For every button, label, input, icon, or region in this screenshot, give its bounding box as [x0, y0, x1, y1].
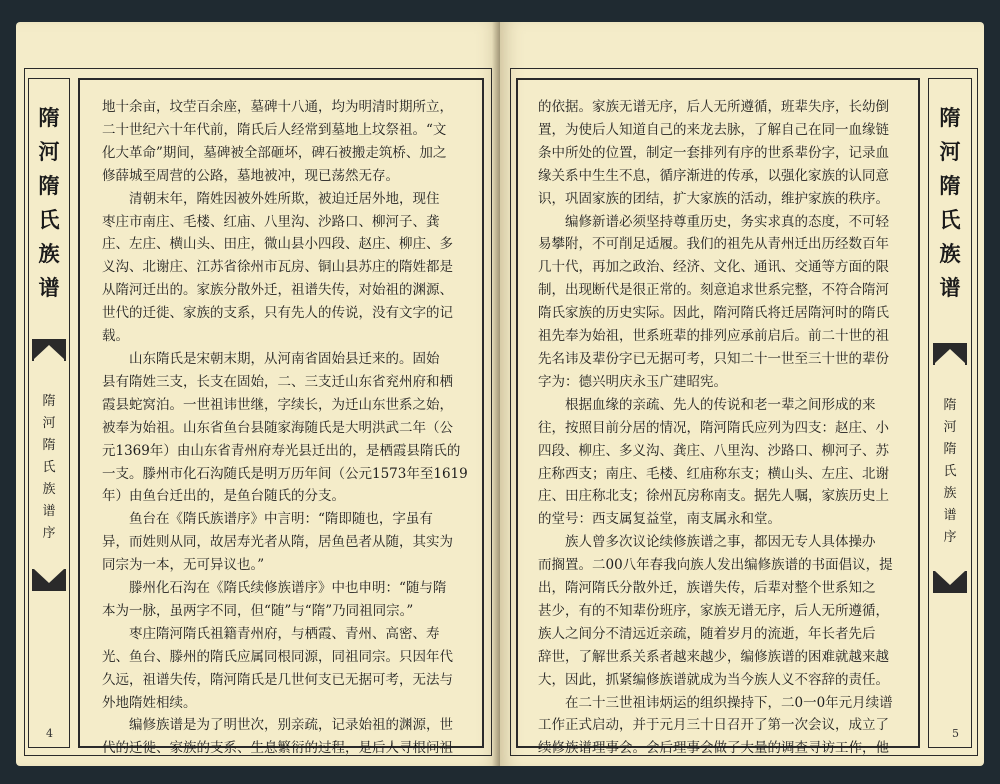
text-line: 本为一脉，虽两字不同，但“随”与“隋”乃同祖同宗。”: [102, 602, 414, 619]
text-line: 族人曾多次议论续修族谱之事，都因无专人具体操办: [565, 534, 876, 551]
sidebar-char: 隋: [38, 173, 60, 198]
sidebar-char: 氏: [42, 460, 56, 475]
right-sidebar: [928, 78, 972, 748]
sidebar-char: 隋: [38, 105, 60, 130]
sidebar-char: 河: [939, 139, 961, 164]
text-line: 几十代，再加之政治、经济、文化、通讯、交通等方面的限: [538, 259, 889, 276]
text-line: 族人之间分不清远近亲疏，随着岁月的流逝，年长者先后: [538, 625, 876, 642]
left-sidebar-title: [29, 101, 69, 305]
sidebar-char: 氏: [38, 207, 60, 232]
text-line: 庄、左庄、横山头、田庄，微山县小四段、赵庄、柳庄、多: [102, 236, 453, 253]
sidebar-char: 谱: [943, 508, 957, 523]
sidebar-char: 氏: [939, 207, 961, 232]
text-line: 出，隋河隋氏分散外迁，族谱失传，后辈对整个世系知之: [538, 580, 876, 597]
text-line: 代的迁徙、家族的支系、生息繁衍的过程，是后人寻根问祖: [102, 740, 453, 757]
text-line: 鱼台在《隋氏族谱序》中言明：“隋即随也，字虽有: [129, 511, 433, 528]
text-line: 异，而姓则从同，故居寿光者从隋，居鱼邑者从随，其实为: [102, 534, 453, 551]
text-line: 山东隋氏是宋朝末期，从河南省固始县迁来的。固始: [129, 350, 440, 367]
left-text-frame: [78, 78, 484, 757]
sidebar-char: 族: [943, 486, 957, 501]
text-line: 置，为使后人知道自己的来龙去脉，了解自己在同一血缘链: [538, 121, 889, 138]
text-line: 枣庄市南庄、毛楼、红庙、八里沟、沙路口、柳河子、龚: [102, 213, 440, 230]
text-line: 庄、田庄称北支；徐州瓦房称南支。据先人嘱，家族历史上: [538, 488, 889, 505]
right-body-text: [538, 96, 900, 760]
text-line: 同宗为一本，无可异议也。”: [102, 557, 265, 574]
left-sidebar: [28, 78, 70, 748]
text-line: 缘关系中生生不息，循序渐进的传承，以强化家族的认同意: [538, 167, 889, 184]
text-line: 光、鱼台、滕州的隋氏应属同根同源，同祖同宗。只因年代: [102, 648, 453, 665]
sidebar-char: 谱: [42, 504, 56, 519]
sidebar-char: 族: [38, 241, 60, 266]
sidebar-char: 河: [943, 420, 957, 435]
chevron-up-icon: [32, 339, 66, 361]
text-line: 一支。滕州市化石沟随氏是明万历年间（公元1573年至1619: [102, 465, 468, 482]
text-line: 往，按照目前分居的情况，隋河隋氏应列为四支：赵庄、小: [538, 419, 889, 436]
chevron-up-icon: [933, 343, 967, 365]
text-line: 庄称西支；南庄、毛楼、红庙称东支；横山头、左庄、北谢: [538, 465, 889, 482]
text-line: 易攀附，不可削足适履。我们的祖先从青州迁出历经数百年: [538, 236, 889, 253]
text-line: 的依据。家族无谱无序，后人无所遵循，班辈失序，长幼倒: [538, 99, 889, 115]
text-line: 年）由鱼台迁出的，是鱼台随氏的分支。: [102, 488, 345, 505]
text-line: 辞世，了解世系关系者越来越少，编修族谱的困难就越来越: [538, 648, 889, 665]
chevron-down-icon: [933, 571, 967, 593]
sidebar-char: 序: [943, 530, 957, 545]
text-line: 二十世纪六十年代前，隋氏后人经常到墓地上坟祭祖。“文: [102, 121, 447, 138]
text-line: 县有隋姓三支，长支在固始，二、三支迁山东省兖州府和栖: [102, 373, 453, 390]
text-line: 识，巩固家族的团结，扩大家族的活动，维护家族的秩序。: [538, 190, 889, 207]
text-line: 编修族谱是为了明世次，别亲疏，记录始祖的渊源，世: [129, 717, 453, 734]
text-line: 载。: [102, 328, 129, 345]
text-line: 元1369年）由山东省青州府寿光县迁出的，是栖霞县隋氏的: [102, 442, 461, 459]
text-line: 清朝末年，隋姓因被外姓所欺，被迫迁居外地，现住: [129, 190, 440, 207]
text-line: 祖先奉为始祖，世系班辈的排列应承前启后。前二十世的祖: [538, 328, 889, 345]
left-sidebar-section: [29, 391, 69, 545]
sidebar-char: 隋: [42, 394, 56, 409]
text-line: 从隋河迁出的。家族分散外迁，祖谱失传，对始祖的渊源、: [102, 282, 453, 299]
text-line: 化大革命”期间，墓碑被全部砸坏，碑石被搬走筑桥、加之: [102, 144, 447, 161]
sidebar-char: 谱: [939, 275, 961, 300]
text-line: 久远，祖谱失传，隋河隋氏是几世何支已无据可考，无法与: [102, 671, 453, 688]
text-line: 续修族谱理事会。会后理事会做了大量的调查寻访工作，他: [538, 740, 889, 757]
text-line: 而搁置。二00八年春我向族人发出编修族谱的书面倡议，提: [538, 557, 893, 574]
right-sidebar-title: [929, 101, 971, 305]
text-line: 被奉为始祖。山东省鱼台县随家海随氏是大明洪武二年（公: [102, 419, 453, 436]
text-line: 甚少，有的不知辈份班序，家族无谱无序，后人无所遵循，: [538, 602, 889, 619]
text-line: 大，因此，抓紧编修族谱就成为当今族人义不容辞的责任。: [538, 671, 889, 688]
text-line: 义沟、北谢庄、江苏省徐州市瓦房、铜山县苏庄的隋姓都是: [102, 259, 453, 276]
page-number-left: 4: [46, 727, 53, 740]
sidebar-char: 氏: [943, 464, 957, 479]
sidebar-char: 隋: [939, 173, 961, 198]
text-line: 地十余亩，坟茔百余座，墓碑十八通，均为明清时期所立，: [102, 99, 453, 115]
sidebar-char: 谱: [38, 275, 60, 300]
text-line: 字为：德兴明庆永玉广建昭宪。: [538, 373, 727, 390]
right-page: [500, 22, 984, 766]
sidebar-char: 隋: [42, 438, 56, 453]
text-line: 滕州化石沟在《隋氏续修族谱序》中也申明：“随与隋: [129, 580, 447, 597]
text-line: 先名讳及辈份字已无据可考，只知二十一世至三十世的辈份: [538, 350, 889, 367]
sidebar-char: 隋: [943, 398, 957, 413]
text-line: 制，出现断代是很正常的。刻意追求世系完整，不符合隋河: [538, 282, 889, 299]
text-line: 枣庄隋河隋氏祖籍青州府，与栖霞、青州、高密、寿: [129, 625, 440, 642]
sidebar-char: 隋: [943, 442, 957, 457]
text-line: 四段、柳庄、多义沟、龚庄、八里沟、沙路口、柳河子、苏: [538, 442, 889, 459]
sidebar-char: 族: [42, 482, 56, 497]
chevron-down-icon: [32, 569, 66, 591]
right-text-frame: [516, 78, 920, 757]
sidebar-char: 河: [38, 139, 60, 164]
text-line: 修薛城至周营的公路，墓地被冲，现已荡然无存。: [102, 167, 399, 184]
sidebar-char: 序: [42, 526, 56, 541]
page-number-right: 5: [952, 727, 959, 740]
text-line: 隋氏家族的历史实际。因此，隋河隋氏将迁居隋河时的隋氏: [538, 305, 889, 322]
left-body-text: [102, 96, 468, 760]
sidebar-char: 族: [939, 241, 961, 266]
right-sidebar-section: [929, 395, 971, 549]
sidebar-char: 河: [42, 416, 56, 431]
text-line: 的堂号：西支属复益堂，南支属永和堂。: [538, 511, 781, 528]
text-line: 在二十三世祖讳炳运的组织操持下，二0一0年元月续谱: [565, 694, 893, 711]
text-line: 根据血缘的亲疏、先人的传说和老一辈之间形成的来: [565, 396, 876, 413]
text-line: 条中所处的位置，制定一套排列有序的世系辈份字，记录血: [538, 144, 889, 161]
text-line: 世代的迁徙、家族的支系，只有先人的传说，没有文字的记: [102, 305, 453, 322]
sidebar-char: 隋: [939, 105, 961, 130]
text-line: 霞县蛇窝泊。一世祖讳世继，字续长，为迁山东世系之始，: [102, 396, 453, 413]
left-page: [16, 22, 500, 766]
text-line: 编修新谱必须坚持尊重历史，务实求真的态度，不可轻: [565, 213, 889, 230]
text-line: 外地隋姓相续。: [102, 694, 197, 711]
text-line: 工作正式启动，并于元月三十日召开了第一次会议，成立了: [538, 717, 889, 734]
